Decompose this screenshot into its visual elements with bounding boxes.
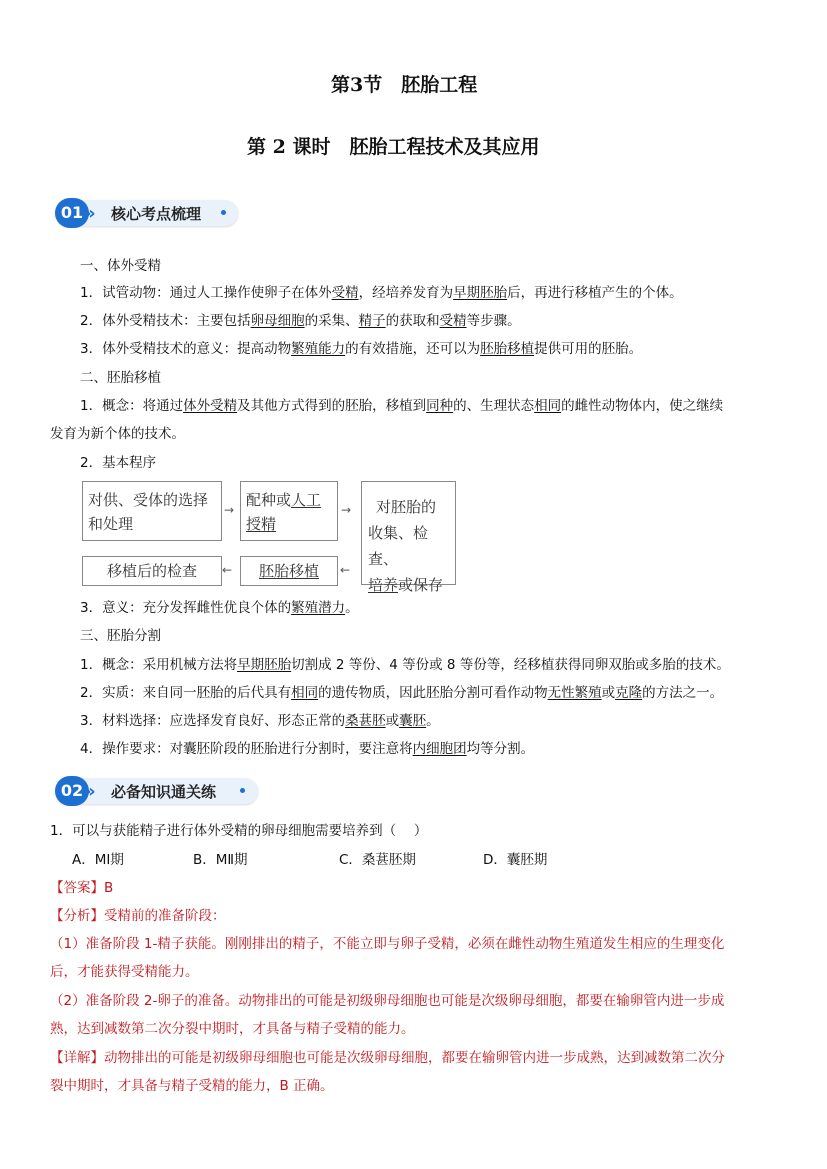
option-d: D．囊胚期 bbox=[483, 852, 548, 868]
analysis-p1: （1）准备阶段 1-精子获能。刚刚排出的精子，不能立即与卵子受精，必须在雌性动物生殖道发生相应的生理变化 bbox=[50, 936, 725, 952]
dot-icon bbox=[240, 788, 245, 793]
option-a: A．MⅠ期 bbox=[72, 852, 124, 868]
heading-ivf: 一、体外受精 bbox=[80, 258, 161, 274]
option-c: C．桑葚胚期 bbox=[339, 852, 416, 868]
arrow-right-icon: → bbox=[224, 503, 235, 517]
paragraph-ivf-technique: 2．体外受精技术：主要包括卵母细胞的采集、精子的获取和受精等步骤。 bbox=[80, 313, 521, 329]
flow-box-donor-recipient: 对供、受体的选择 和处理 bbox=[82, 481, 222, 541]
question-stem: 1．可以与获能精子进行体外受精的卵母细胞需要培养到（ ） bbox=[50, 823, 428, 839]
flow-box-mating: 配种或人工 授精 bbox=[240, 481, 338, 541]
section-title: 第3节 胚胎工程 bbox=[331, 74, 478, 96]
banner-number: 01 bbox=[55, 198, 89, 228]
paragraph-ivf-significance: 3．体外受精技术的意义：提高动物繁殖能力的有效措施，还可以为胚胎移植提供可用的胚胎。 bbox=[80, 341, 643, 357]
dot-icon bbox=[221, 210, 226, 215]
paragraph-test-tube-animal: 1．试管动物：通过人工操作使卵子在体外受精，经培养发育为早期胚胎后，再进行移植产生的个体。 bbox=[80, 285, 683, 301]
banner-label: 核心考点梳理 bbox=[111, 205, 202, 223]
banner-practice bbox=[55, 776, 260, 806]
arrow-left-icon: ← bbox=[222, 563, 233, 577]
chevron-right-icon: » bbox=[84, 203, 96, 224]
heading-embryo-transfer: 二、胚胎移植 bbox=[80, 370, 161, 386]
flow-box-transfer: 胚胎移植 bbox=[240, 556, 338, 586]
analysis-p2-cont: 熟，达到减数第二次分裂中期时，才具备与精子受精的能力。 bbox=[50, 1021, 415, 1037]
banner-label: 必备知识通关练 bbox=[111, 783, 217, 801]
chevron-right-icon: » bbox=[84, 781, 96, 802]
heading-embryo-splitting: 三、胚胎分割 bbox=[80, 628, 161, 644]
paragraph-splitting-essence: 2．实质：来自同一胚胎的后代具有相同的遗传物质，因此胚胎分割可看作动物无性繁殖或克隆的方法之一。 bbox=[80, 685, 724, 701]
paragraph-material-selection: 3．材料选择：应选择发育良好、形态正常的桑葚胚或囊胚。 bbox=[80, 713, 440, 729]
option-b: B．MⅡ期 bbox=[193, 852, 248, 868]
flow-box-collection: 对胚胎的 收集、检查、 培养或保存 bbox=[361, 481, 456, 585]
lesson-title: 第 2 课时 胚胎工程技术及其应用 bbox=[247, 136, 540, 158]
detail-line: 【详解】动物排出的可能是初级卵母细胞也可能是次级卵母细胞，都要在输卵管内进一步成熟，达到减数第二次分 bbox=[50, 1050, 725, 1066]
analysis-p1-cont: 后，才能获得受精能力。 bbox=[50, 964, 199, 980]
paragraph-transfer-significance: 3．意义：充分发挥雌性优良个体的繁殖潜力。 bbox=[80, 600, 359, 616]
paragraph-basic-procedure: 2．基本程序 bbox=[80, 455, 157, 471]
answer-line: 【答案】B bbox=[50, 880, 114, 896]
arrow-right-icon: → bbox=[341, 503, 352, 517]
flow-box-post-check: 移植后的检查 bbox=[82, 556, 222, 586]
analysis-p2: （2）准备阶段 2-卵子的准备。动物排出的可能是初级卵母细胞也可能是次级卵母细胞，都要在输卵管内进一步成 bbox=[50, 993, 725, 1009]
arrow-left-icon: ← bbox=[340, 563, 351, 577]
analysis-line: 【分析】受精前的准备阶段： bbox=[50, 908, 226, 924]
banner-core-points bbox=[55, 198, 240, 228]
banner-number: 02 bbox=[55, 776, 89, 806]
paragraph-splitting-concept: 1．概念：采用机械方法将早期胚胎切割成 2 等份、4 等份或 8 等份等，经移植获得同卵双胎或多胎的技术。 bbox=[80, 657, 730, 673]
paragraph-transfer-concept: 1．概念：将通过体外受精及其他方式得到的胚胎，移植到同种的、生理状态相同的雌性动物体内，使之继续 bbox=[80, 398, 724, 414]
paragraph-transfer-concept-cont: 发育为新个体的技术。 bbox=[50, 426, 185, 442]
paragraph-operation-requirement: 4．操作要求：对囊胚阶段的胚胎进行分割时，要注意将内细胞团均等分割。 bbox=[80, 741, 535, 757]
detail-line-cont: 裂中期时，才具备与精子受精的能力，B 正确。 bbox=[50, 1078, 334, 1094]
